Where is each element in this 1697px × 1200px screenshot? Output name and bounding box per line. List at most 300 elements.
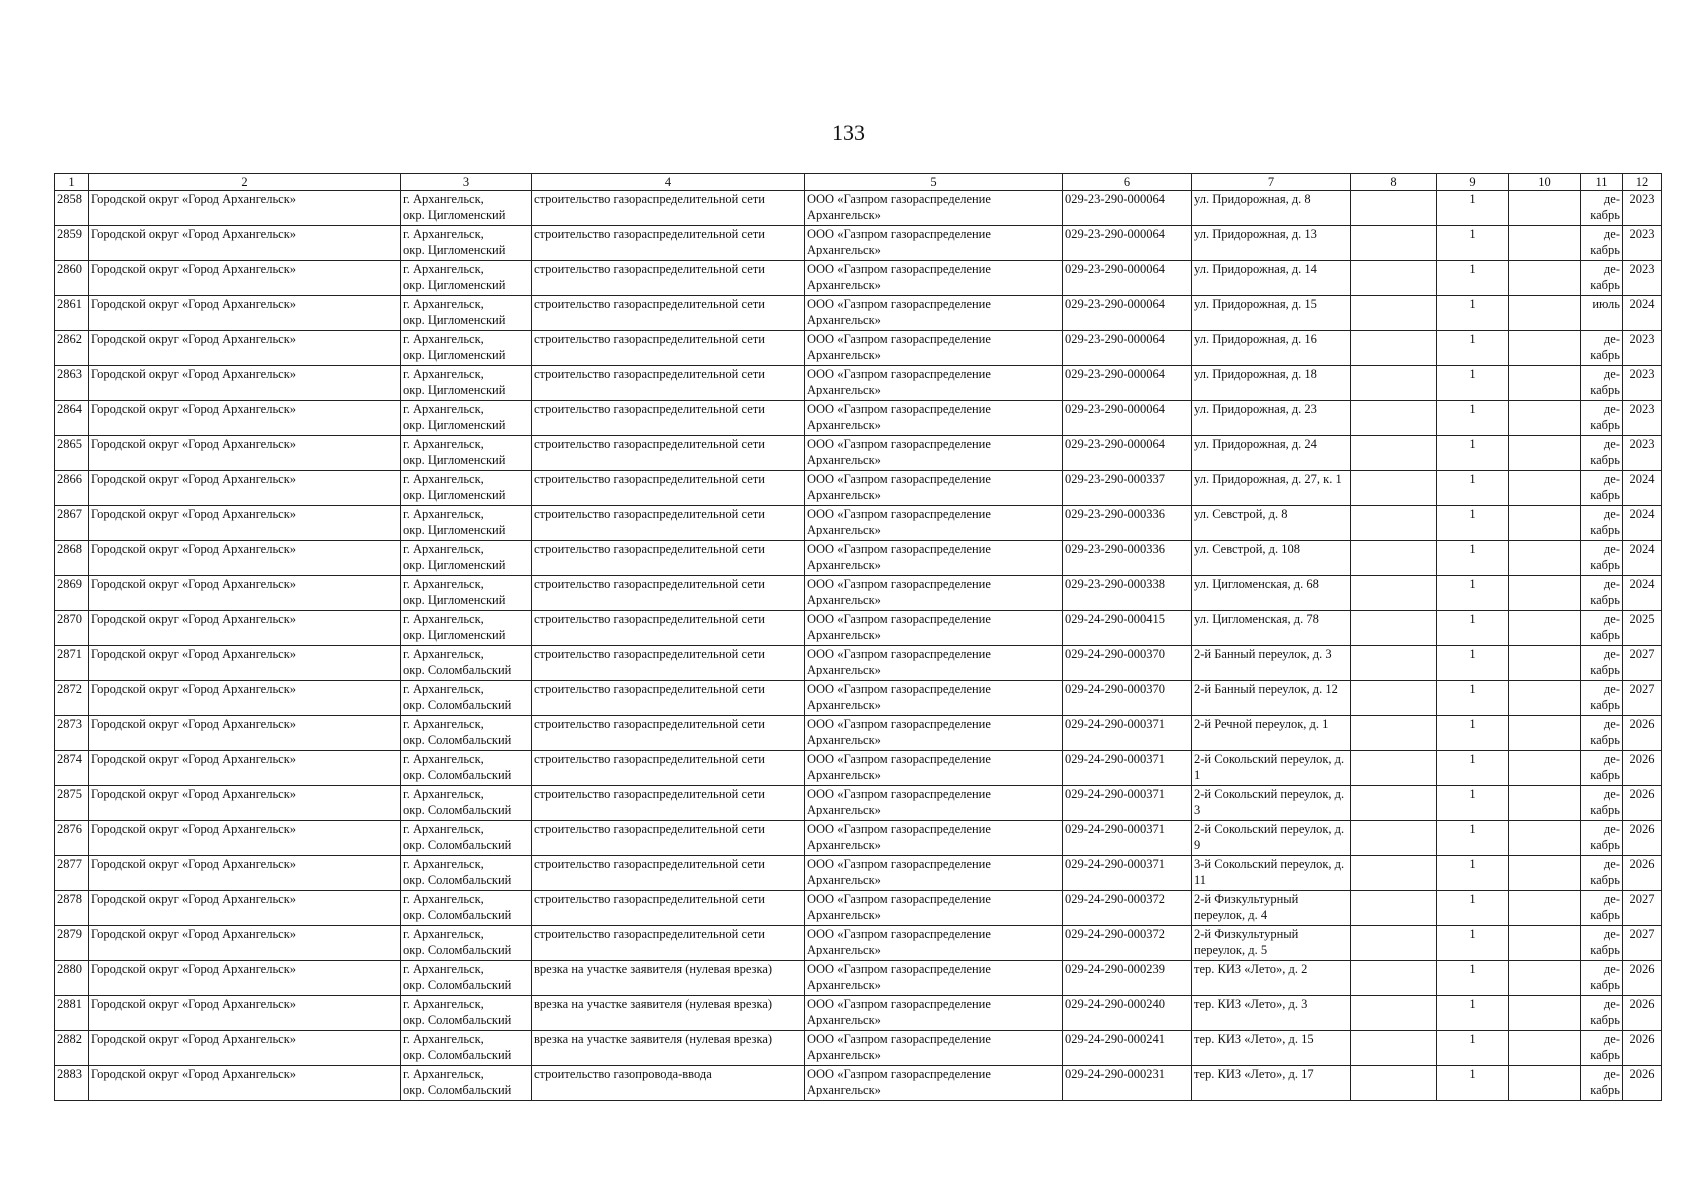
year-cell: 2023 <box>1623 436 1662 471</box>
organization-cell-line-1: ООО «Газпром газораспределение <box>807 857 991 871</box>
locality-cell <box>401 471 532 506</box>
address-cell: 2-й Сокольский переулок, д. 1 <box>1192 751 1351 786</box>
count-cell: 1 <box>1437 786 1509 821</box>
code-cell: 029-24-290-000370 <box>1063 681 1192 716</box>
row-number-cell: 2867 <box>55 506 89 541</box>
organization-cell-line-2: Архангельск» <box>807 628 881 642</box>
municipality-cell: Городской округ «Город Архангельск» <box>89 681 401 716</box>
column-10-cell <box>1509 506 1581 541</box>
table-row <box>55 1031 1662 1066</box>
organization-cell-line-2: Архангельск» <box>807 768 881 782</box>
address-cell: ул. Придорожная, д. 23 <box>1192 401 1351 436</box>
address-cell: 2-й Сокольский переулок, д. 9 <box>1192 821 1351 856</box>
work-type-cell: строительство газораспределительной сети <box>532 541 805 576</box>
locality-cell <box>401 891 532 926</box>
count-cell: 1 <box>1437 751 1509 786</box>
organization-cell-line-1: ООО «Газпром газораспределение <box>807 297 991 311</box>
locality-cell <box>401 401 532 436</box>
organization-cell-line-2: Архангельск» <box>807 453 881 467</box>
code-cell: 029-24-290-000371 <box>1063 856 1192 891</box>
month-cell <box>1581 716 1623 751</box>
column-10-cell <box>1509 926 1581 961</box>
work-type-cell: строительство газораспределительной сети <box>532 366 805 401</box>
work-type-cell: строительство газораспределительной сети <box>532 576 805 611</box>
organization-cell-line-1: ООО «Газпром газораспределение <box>807 227 991 241</box>
count-cell: 1 <box>1437 471 1509 506</box>
year-cell: 2026 <box>1623 716 1662 751</box>
month-cell-line-2: кабрь <box>1590 523 1620 537</box>
column-8-cell <box>1351 506 1437 541</box>
column-header-12: 12 <box>1623 174 1662 191</box>
table-row <box>55 541 1662 576</box>
code-cell: 029-23-290-000337 <box>1063 471 1192 506</box>
column-header-8: 8 <box>1351 174 1437 191</box>
organization-cell-line-2: Архангельск» <box>807 908 881 922</box>
locality-cell-line-1: г. Архангельск, <box>403 297 484 311</box>
work-type-cell: строительство газораспределительной сети <box>532 296 805 331</box>
address-cell: 2-й Банный переулок, д. 12 <box>1192 681 1351 716</box>
organization-cell-line-2: Архангельск» <box>807 803 881 817</box>
locality-cell-line-1: г. Архангельск, <box>403 997 484 1011</box>
locality-cell-line-1: г. Архангельск, <box>403 332 484 346</box>
table-row <box>55 191 1662 226</box>
column-header-10: 10 <box>1509 174 1581 191</box>
organization-cell <box>805 296 1063 331</box>
municipality-cell: Городской округ «Город Архангельск» <box>89 506 401 541</box>
locality-cell-line-1: г. Архангельск, <box>403 402 484 416</box>
locality-cell <box>401 926 532 961</box>
header-row <box>55 174 1662 191</box>
row-number-cell: 2872 <box>55 681 89 716</box>
locality-cell-line-1: г. Архангельск, <box>403 717 484 731</box>
column-8-cell <box>1351 786 1437 821</box>
row-number-cell: 2862 <box>55 331 89 366</box>
work-type-cell: строительство газораспределительной сети <box>532 331 805 366</box>
month-cell-line-2: кабрь <box>1590 243 1620 257</box>
column-10-cell <box>1509 856 1581 891</box>
month-cell-line-1: де- <box>1603 437 1620 451</box>
organization-cell-line-1: ООО «Газпром газораспределение <box>807 542 991 556</box>
locality-cell <box>401 856 532 891</box>
count-cell: 1 <box>1437 1066 1509 1101</box>
organization-cell <box>805 1066 1063 1101</box>
code-cell: 029-23-290-000064 <box>1063 191 1192 226</box>
work-type-cell: строительство газораспределительной сети <box>532 401 805 436</box>
organization-cell <box>805 821 1063 856</box>
locality-cell-line-1: г. Архангельск, <box>403 787 484 801</box>
organization-cell <box>805 996 1063 1031</box>
organization-cell <box>805 191 1063 226</box>
municipality-cell: Городской округ «Город Архангельск» <box>89 226 401 261</box>
column-8-cell <box>1351 856 1437 891</box>
month-cell-line-1: де- <box>1603 332 1620 346</box>
row-number-cell: 2863 <box>55 366 89 401</box>
work-type-cell: строительство газораспределительной сети <box>532 436 805 471</box>
locality-cell-line-2: окр. Цигломенский <box>403 348 506 362</box>
municipality-cell: Городской округ «Город Архангельск» <box>89 786 401 821</box>
column-10-cell <box>1509 401 1581 436</box>
work-type-cell: строительство газораспределительной сети <box>532 856 805 891</box>
column-8-cell <box>1351 996 1437 1031</box>
month-cell <box>1581 401 1623 436</box>
locality-cell-line-1: г. Архангельск, <box>403 822 484 836</box>
column-10-cell <box>1509 436 1581 471</box>
table-row <box>55 226 1662 261</box>
locality-cell <box>401 366 532 401</box>
code-cell: 029-24-290-000231 <box>1063 1066 1192 1101</box>
organization-cell-line-2: Архангельск» <box>807 733 881 747</box>
row-number-cell: 2858 <box>55 191 89 226</box>
month-cell-line-1: де- <box>1603 472 1620 486</box>
month-cell-line-2: кабрь <box>1590 278 1620 292</box>
code-cell: 029-23-290-000336 <box>1063 541 1192 576</box>
locality-cell-line-2: окр. Соломбальский <box>403 698 512 712</box>
locality-cell-line-1: г. Архангельск, <box>403 227 484 241</box>
column-8-cell <box>1351 191 1437 226</box>
locality-cell <box>401 296 532 331</box>
count-cell: 1 <box>1437 296 1509 331</box>
table-row <box>55 1066 1662 1101</box>
locality-cell-line-2: окр. Цигломенский <box>403 313 506 327</box>
month-cell <box>1581 366 1623 401</box>
table-row <box>55 716 1662 751</box>
count-cell: 1 <box>1437 366 1509 401</box>
address-cell: ул. Придорожная, д. 27, к. 1 <box>1192 471 1351 506</box>
organization-cell-line-1: ООО «Газпром газораспределение <box>807 262 991 276</box>
locality-cell-line-2: окр. Соломбальский <box>403 838 512 852</box>
year-cell: 2024 <box>1623 296 1662 331</box>
work-type-cell: строительство газораспределительной сети <box>532 506 805 541</box>
month-cell-line-1: июль <box>1592 297 1620 311</box>
month-cell <box>1581 996 1623 1031</box>
address-cell: 3-й Сокольский переулок, д. 11 <box>1192 856 1351 891</box>
table-row <box>55 506 1662 541</box>
month-cell-line-1: де- <box>1603 822 1620 836</box>
organization-cell <box>805 1031 1063 1066</box>
column-10-cell <box>1509 471 1581 506</box>
month-cell-line-1: де- <box>1603 507 1620 521</box>
table-row <box>55 996 1662 1031</box>
column-10-cell <box>1509 821 1581 856</box>
locality-cell-line-2: окр. Соломбальский <box>403 943 512 957</box>
locality-cell <box>401 436 532 471</box>
month-cell-line-2: кабрь <box>1590 873 1620 887</box>
code-cell: 029-23-290-000336 <box>1063 506 1192 541</box>
month-cell-line-2: кабрь <box>1590 418 1620 432</box>
municipality-cell: Городской округ «Город Архангельск» <box>89 576 401 611</box>
month-cell-line-2: кабрь <box>1590 698 1620 712</box>
year-cell: 2026 <box>1623 786 1662 821</box>
municipality-cell: Городской округ «Город Архангельск» <box>89 471 401 506</box>
locality-cell <box>401 1031 532 1066</box>
organization-cell <box>805 786 1063 821</box>
year-cell: 2027 <box>1623 926 1662 961</box>
column-8-cell <box>1351 716 1437 751</box>
locality-cell-line-2: окр. Соломбальский <box>403 908 512 922</box>
organization-cell-line-1: ООО «Газпром газораспределение <box>807 332 991 346</box>
month-cell <box>1581 926 1623 961</box>
organization-cell-line-1: ООО «Газпром газораспределение <box>807 927 991 941</box>
work-type-cell: врезка на участке заявителя (нулевая врезка) <box>532 996 805 1031</box>
month-cell-line-1: де- <box>1603 647 1620 661</box>
locality-cell-line-2: окр. Соломбальский <box>403 1083 512 1097</box>
locality-cell-line-1: г. Архангельск, <box>403 262 484 276</box>
code-cell: 029-23-290-000064 <box>1063 296 1192 331</box>
column-header-5: 5 <box>805 174 1063 191</box>
month-cell-line-1: де- <box>1603 997 1620 1011</box>
month-cell <box>1581 786 1623 821</box>
year-cell: 2025 <box>1623 611 1662 646</box>
municipality-cell: Городской округ «Город Архангельск» <box>89 261 401 296</box>
column-8-cell <box>1351 576 1437 611</box>
locality-cell-line-1: г. Архангельск, <box>403 1032 484 1046</box>
month-cell-line-1: де- <box>1603 682 1620 696</box>
organization-cell-line-1: ООО «Газпром газораспределение <box>807 367 991 381</box>
organization-cell-line-1: ООО «Газпром газораспределение <box>807 1032 991 1046</box>
table-row <box>55 856 1662 891</box>
organization-cell <box>805 401 1063 436</box>
locality-cell-line-2: окр. Цигломенский <box>403 488 506 502</box>
locality-cell-line-2: окр. Цигломенский <box>403 383 506 397</box>
code-cell: 029-24-290-000415 <box>1063 611 1192 646</box>
municipality-cell: Городской округ «Город Архангельск» <box>89 1031 401 1066</box>
year-cell: 2023 <box>1623 401 1662 436</box>
table-body <box>55 191 1662 1101</box>
month-cell <box>1581 331 1623 366</box>
column-10-cell <box>1509 681 1581 716</box>
column-8-cell <box>1351 821 1437 856</box>
code-cell: 029-24-290-000239 <box>1063 961 1192 996</box>
locality-cell <box>401 716 532 751</box>
column-10-cell <box>1509 996 1581 1031</box>
month-cell-line-2: кабрь <box>1590 838 1620 852</box>
locality-cell-line-2: окр. Цигломенский <box>403 558 506 572</box>
organization-cell <box>805 681 1063 716</box>
code-cell: 029-24-290-000241 <box>1063 1031 1192 1066</box>
month-cell-line-1: де- <box>1603 577 1620 591</box>
table-row <box>55 751 1662 786</box>
locality-cell-line-2: окр. Цигломенский <box>403 243 506 257</box>
year-cell: 2024 <box>1623 471 1662 506</box>
row-number-cell: 2873 <box>55 716 89 751</box>
organization-cell-line-1: ООО «Газпром газораспределение <box>807 787 991 801</box>
year-cell: 2026 <box>1623 961 1662 996</box>
month-cell-line-1: де- <box>1603 402 1620 416</box>
month-cell-line-2: кабрь <box>1590 768 1620 782</box>
code-cell: 029-24-290-000371 <box>1063 786 1192 821</box>
address-cell: тер. КИЗ «Лето», д. 15 <box>1192 1031 1351 1066</box>
organization-cell-line-2: Архангельск» <box>807 383 881 397</box>
work-type-cell: строительство газораспределительной сети <box>532 751 805 786</box>
organization-cell-line-1: ООО «Газпром газораспределение <box>807 437 991 451</box>
code-cell: 029-23-290-000338 <box>1063 576 1192 611</box>
count-cell: 1 <box>1437 681 1509 716</box>
code-cell: 029-23-290-000064 <box>1063 331 1192 366</box>
organization-cell <box>805 226 1063 261</box>
column-10-cell <box>1509 1031 1581 1066</box>
month-cell <box>1581 261 1623 296</box>
count-cell: 1 <box>1437 191 1509 226</box>
address-cell: 2-й Физкультурный переулок, д. 5 <box>1192 926 1351 961</box>
count-cell: 1 <box>1437 891 1509 926</box>
locality-cell-line-1: г. Архангельск, <box>403 507 484 521</box>
organization-cell-line-2: Архангельск» <box>807 698 881 712</box>
locality-cell <box>401 961 532 996</box>
month-cell <box>1581 646 1623 681</box>
month-cell-line-1: де- <box>1603 227 1620 241</box>
municipality-cell: Городской округ «Город Архангельск» <box>89 821 401 856</box>
row-number-cell: 2864 <box>55 401 89 436</box>
month-cell-line-2: кабрь <box>1590 943 1620 957</box>
locality-cell-line-2: окр. Соломбальский <box>403 873 512 887</box>
organization-cell <box>805 926 1063 961</box>
month-cell-line-1: де- <box>1603 787 1620 801</box>
column-10-cell <box>1509 891 1581 926</box>
row-number-cell: 2881 <box>55 996 89 1031</box>
count-cell: 1 <box>1437 716 1509 751</box>
month-cell <box>1581 226 1623 261</box>
count-cell: 1 <box>1437 506 1509 541</box>
table-row <box>55 331 1662 366</box>
organization-cell <box>805 751 1063 786</box>
organization-cell-line-2: Архангельск» <box>807 523 881 537</box>
count-cell: 1 <box>1437 331 1509 366</box>
month-cell <box>1581 541 1623 576</box>
year-cell: 2023 <box>1623 226 1662 261</box>
locality-cell-line-1: г. Архангельск, <box>403 1067 484 1081</box>
row-number-cell: 2859 <box>55 226 89 261</box>
organization-cell-line-1: ООО «Газпром газораспределение <box>807 682 991 696</box>
month-cell-line-1: де- <box>1603 892 1620 906</box>
work-type-cell: строительство газораспределительной сети <box>532 261 805 296</box>
locality-cell <box>401 1066 532 1101</box>
locality-cell <box>401 506 532 541</box>
row-number-cell: 2870 <box>55 611 89 646</box>
count-cell: 1 <box>1437 436 1509 471</box>
month-cell-line-1: де- <box>1603 542 1620 556</box>
municipality-cell: Городской округ «Город Архангельск» <box>89 856 401 891</box>
column-8-cell <box>1351 436 1437 471</box>
month-cell-line-2: кабрь <box>1590 908 1620 922</box>
organization-cell-line-1: ООО «Газпром газораспределение <box>807 612 991 626</box>
code-cell: 029-24-290-000372 <box>1063 891 1192 926</box>
code-cell: 029-24-290-000240 <box>1063 996 1192 1031</box>
locality-cell-line-2: окр. Цигломенский <box>403 418 506 432</box>
year-cell: 2026 <box>1623 996 1662 1031</box>
locality-cell <box>401 226 532 261</box>
table-row <box>55 786 1662 821</box>
municipality-cell: Городской округ «Город Архангельск» <box>89 926 401 961</box>
column-10-cell <box>1509 191 1581 226</box>
year-cell: 2026 <box>1623 1066 1662 1101</box>
locality-cell-line-1: г. Архангельск, <box>403 752 484 766</box>
locality-cell <box>401 331 532 366</box>
municipality-cell: Городской округ «Город Архангельск» <box>89 891 401 926</box>
column-8-cell <box>1351 681 1437 716</box>
work-type-cell: строительство газораспределительной сети <box>532 926 805 961</box>
code-cell: 029-23-290-000064 <box>1063 436 1192 471</box>
month-cell <box>1581 506 1623 541</box>
organization-cell-line-2: Архангельск» <box>807 593 881 607</box>
organization-cell-line-1: ООО «Газпром газораспределение <box>807 997 991 1011</box>
column-header-6: 6 <box>1063 174 1192 191</box>
year-cell: 2026 <box>1623 856 1662 891</box>
locality-cell-line-1: г. Архангельск, <box>403 682 484 696</box>
column-8-cell <box>1351 926 1437 961</box>
table-row <box>55 961 1662 996</box>
locality-cell-line-2: окр. Цигломенский <box>403 208 506 222</box>
municipality-cell: Городской округ «Город Архангельск» <box>89 191 401 226</box>
column-8-cell <box>1351 646 1437 681</box>
organization-cell-line-2: Архангельск» <box>807 313 881 327</box>
year-cell: 2026 <box>1623 751 1662 786</box>
work-type-cell: врезка на участке заявителя (нулевая врезка) <box>532 1031 805 1066</box>
code-cell: 029-24-290-000371 <box>1063 716 1192 751</box>
table-row <box>55 366 1662 401</box>
month-cell <box>1581 576 1623 611</box>
organization-cell-line-1: ООО «Газпром газораспределение <box>807 962 991 976</box>
address-cell: ул. Придорожная, д. 15 <box>1192 296 1351 331</box>
organization-cell-line-1: ООО «Газпром газораспределение <box>807 577 991 591</box>
year-cell: 2026 <box>1623 1031 1662 1066</box>
count-cell: 1 <box>1437 961 1509 996</box>
count-cell: 1 <box>1437 226 1509 261</box>
month-cell-line-1: де- <box>1603 927 1620 941</box>
year-cell: 2026 <box>1623 821 1662 856</box>
column-8-cell <box>1351 1031 1437 1066</box>
table-row <box>55 681 1662 716</box>
locality-cell-line-2: окр. Соломбальский <box>403 1013 512 1027</box>
column-8-cell <box>1351 541 1437 576</box>
organization-cell <box>805 261 1063 296</box>
column-header-7: 7 <box>1192 174 1351 191</box>
column-8-cell <box>1351 261 1437 296</box>
count-cell: 1 <box>1437 541 1509 576</box>
year-cell: 2027 <box>1623 646 1662 681</box>
locality-cell-line-1: г. Архангельск, <box>403 962 484 976</box>
address-cell: тер. КИЗ «Лето», д. 17 <box>1192 1066 1351 1101</box>
municipality-cell: Городской округ «Город Архангельск» <box>89 611 401 646</box>
month-cell <box>1581 296 1623 331</box>
column-10-cell <box>1509 226 1581 261</box>
municipality-cell: Городской округ «Город Архангельск» <box>89 296 401 331</box>
month-cell <box>1581 751 1623 786</box>
work-type-cell: строительство газораспределительной сети <box>532 191 805 226</box>
count-cell: 1 <box>1437 646 1509 681</box>
column-8-cell <box>1351 751 1437 786</box>
code-cell: 029-24-290-000370 <box>1063 646 1192 681</box>
locality-cell-line-1: г. Архангельск, <box>403 927 484 941</box>
month-cell-line-2: кабрь <box>1590 803 1620 817</box>
row-number-cell: 2878 <box>55 891 89 926</box>
month-cell-line-1: де- <box>1603 962 1620 976</box>
organization-cell <box>805 716 1063 751</box>
row-number-cell: 2876 <box>55 821 89 856</box>
month-cell-line-1: де- <box>1603 192 1620 206</box>
column-8-cell <box>1351 1066 1437 1101</box>
month-cell <box>1581 436 1623 471</box>
column-header-3: 3 <box>401 174 532 191</box>
count-cell: 1 <box>1437 996 1509 1031</box>
municipality-cell: Городской округ «Город Архангельск» <box>89 436 401 471</box>
column-10-cell <box>1509 296 1581 331</box>
month-cell-line-1: де- <box>1603 752 1620 766</box>
code-cell: 029-24-290-000372 <box>1063 926 1192 961</box>
code-cell: 029-23-290-000064 <box>1063 401 1192 436</box>
work-type-cell: строительство газораспределительной сети <box>532 786 805 821</box>
locality-cell-line-1: г. Архангельск, <box>403 892 484 906</box>
municipality-cell: Городской округ «Город Архангельск» <box>89 1066 401 1101</box>
